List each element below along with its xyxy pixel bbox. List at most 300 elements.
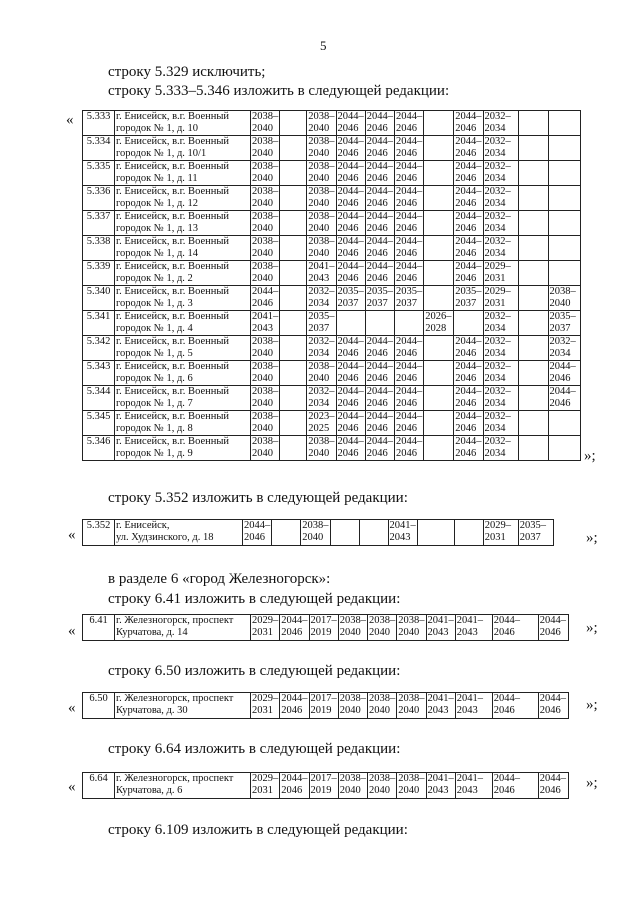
year-start: [425, 161, 452, 173]
year-range-cell: [417, 520, 454, 546]
year-start: 2032–: [484, 411, 511, 422]
year-end: [281, 398, 305, 410]
year-start: 2038–: [308, 361, 335, 372]
year-start: 2044–: [366, 111, 393, 122]
year-start: [520, 136, 547, 148]
year-range-cell: [307, 286, 336, 311]
year-end: 2046: [366, 248, 388, 259]
year-range-cell: [454, 436, 483, 461]
year-start: 2044–: [396, 111, 423, 122]
year-start: [520, 111, 547, 123]
instruction-edit-6-64: строку 6.64 изложить в следующей редакции:: [108, 741, 401, 757]
year-start: [338, 311, 364, 323]
year-end: 2034: [484, 123, 506, 134]
year-range-cell: [454, 520, 483, 546]
year-end: [281, 298, 305, 310]
year-start: [550, 161, 579, 173]
year-start: 2044–: [455, 361, 482, 372]
year-range-cell: [548, 436, 580, 461]
year-end: 2040: [308, 173, 330, 184]
year-range-cell: [395, 386, 424, 411]
year-range-cell: [454, 286, 483, 311]
year-start: [520, 286, 547, 298]
year-start: [425, 111, 452, 123]
year-start: 2044–: [455, 186, 482, 197]
year-end: 2046: [396, 223, 417, 234]
year-end: 2046: [337, 148, 359, 159]
year-end: 2046: [366, 448, 388, 459]
year-start: 2029–: [484, 261, 511, 272]
year-range-cell: [454, 236, 483, 261]
year-start: 2044–: [396, 386, 423, 397]
year-range-cell: [548, 111, 580, 136]
year-end: [550, 223, 579, 235]
year-range-cell: [538, 773, 568, 799]
year-end: 2040: [252, 423, 273, 434]
address-line: городок № 1, д. 8: [116, 423, 193, 434]
row-number: 5.343: [83, 361, 115, 386]
instruction-edit-5-352: строку 5.352 изложить в следующей редакции:: [108, 490, 408, 506]
address-cell: [115, 693, 251, 719]
year-range-cell: [368, 693, 397, 719]
year-range-cell: [518, 436, 548, 461]
year-range-cell: [548, 336, 580, 361]
year-start: [425, 236, 452, 248]
address-line: городок № 1, д. 12: [116, 198, 199, 209]
year-end: [520, 348, 547, 360]
close-quote-table3: »;: [586, 620, 598, 636]
year-end: 2046: [493, 627, 515, 638]
row-number: 5.345: [83, 411, 115, 436]
year-start: 2044–: [455, 436, 482, 447]
year-range-cell: [336, 411, 365, 436]
year-range-cell: [395, 361, 424, 386]
year-end: 2040: [549, 298, 571, 309]
year-range-cell: [397, 773, 426, 799]
year-start: 2032–: [484, 111, 511, 122]
year-end: 2046: [366, 348, 388, 359]
year-range-cell: [280, 136, 307, 161]
address-line: ул. Худзинского, д. 18: [116, 532, 214, 543]
year-start: [520, 211, 547, 223]
year-range-cell: [336, 286, 365, 311]
row-number: 5.338: [83, 236, 115, 261]
year-end: 2019: [310, 705, 332, 716]
row-number: 5.339: [83, 261, 115, 286]
year-range-cell: [518, 211, 548, 236]
year-start: 2035–: [549, 311, 576, 322]
address-cell: [115, 773, 251, 799]
year-range-cell: [309, 693, 338, 719]
year-start: 2035–: [366, 286, 393, 297]
year-end: 2040: [252, 123, 273, 134]
year-range-cell: [424, 436, 454, 461]
year-end: [520, 448, 547, 460]
year-range-cell: [518, 311, 548, 336]
year-range-cell: [309, 773, 338, 799]
year-range-cell: [336, 361, 365, 386]
year-start: [520, 411, 547, 423]
year-end: 2046: [252, 298, 273, 309]
year-range-cell: [518, 261, 548, 286]
year-end: 2046: [539, 705, 561, 716]
year-start: [550, 236, 579, 248]
year-start: 2041–: [456, 693, 483, 704]
year-end: 2034: [308, 298, 330, 309]
table-row: [83, 211, 581, 236]
year-end: [281, 223, 305, 235]
year-start: [520, 361, 547, 373]
year-range-cell: [280, 615, 309, 641]
year-range-cell: [251, 361, 280, 386]
year-range-cell: [251, 111, 280, 136]
year-start: 2044–: [337, 336, 364, 347]
year-range-cell: [424, 111, 454, 136]
table-row: [83, 161, 581, 186]
year-start: 2041–: [427, 693, 454, 704]
year-range-cell: [336, 336, 365, 361]
year-range-cell: [454, 111, 483, 136]
year-start: 2044–: [455, 236, 482, 247]
row-number: 6.50: [83, 693, 115, 719]
year-end: 2031: [484, 298, 506, 309]
year-range-cell: [483, 261, 518, 286]
address-line: городок № 1, д. 13: [116, 223, 199, 234]
year-start: 2044–: [539, 693, 566, 704]
year-end: [425, 423, 452, 435]
table-row: [83, 186, 581, 211]
year-range-cell: [251, 311, 280, 336]
year-range-cell: [548, 236, 580, 261]
year-start: 2038–: [339, 693, 366, 704]
year-range-cell: [548, 261, 580, 286]
address-line: г. Енисейск, в.г. Военный: [116, 236, 230, 247]
address-line: городок № 1, д. 7: [116, 398, 193, 409]
year-start: 2044–: [493, 693, 520, 704]
year-end: [281, 423, 305, 435]
year-start: 2032–: [484, 436, 511, 447]
address-cell: [115, 520, 243, 546]
year-start: [520, 336, 547, 348]
year-start: 2044–: [337, 186, 364, 197]
year-range-cell: [280, 261, 307, 286]
year-range-cell: [454, 136, 483, 161]
year-start: 2032–: [549, 336, 576, 347]
year-start: 2041–: [456, 773, 483, 784]
year-end: 2019: [310, 627, 332, 638]
address-line: г. Енисейск, в.г. Военный: [116, 136, 230, 147]
table-row: [83, 336, 581, 361]
year-start: 2017–: [310, 693, 337, 704]
year-start: 2044–: [366, 211, 393, 222]
instruction-edit-6-109: строку 6.109 изложить в следующей редакции:: [108, 822, 408, 838]
address-cell: [115, 361, 251, 386]
year-range-cell: [483, 436, 518, 461]
year-range-cell: [548, 186, 580, 211]
table-row: [83, 693, 569, 719]
year-end: 2040: [308, 448, 330, 459]
year-end: 2031: [252, 627, 273, 638]
year-range-cell: [395, 436, 424, 461]
year-end: 2043: [427, 627, 449, 638]
table-5-333-5-346: [82, 110, 581, 461]
year-end: [338, 323, 364, 335]
year-range-cell: [365, 386, 394, 411]
year-end: 2046: [493, 705, 515, 716]
year-end: 2040: [339, 705, 361, 716]
year-range-cell: [483, 520, 518, 546]
year-end: 2034: [484, 448, 506, 459]
address-line: городок № 1, д. 6: [116, 373, 193, 384]
year-start: 2038–: [308, 186, 335, 197]
year-end: [520, 398, 547, 410]
year-start: [425, 336, 452, 348]
year-end: [550, 173, 579, 185]
year-range-cell: [395, 336, 424, 361]
year-end: [332, 532, 358, 544]
year-range-cell: [518, 111, 548, 136]
year-end: 2046: [549, 398, 571, 409]
address-line: Курчатова, д. 14: [116, 627, 188, 638]
year-range-cell: [426, 693, 455, 719]
year-range-cell: [395, 286, 424, 311]
year-end: 2046: [337, 223, 359, 234]
year-range-cell: [280, 236, 307, 261]
year-start: [419, 520, 453, 532]
year-range-cell: [365, 361, 394, 386]
address-cell: [115, 161, 251, 186]
year-end: 2040: [252, 348, 273, 359]
year-start: [425, 436, 452, 448]
row-number: 5.342: [83, 336, 115, 361]
year-range-cell: [518, 361, 548, 386]
year-end: 2040: [252, 148, 273, 159]
year-range-cell: [395, 186, 424, 211]
year-end: 2046: [337, 398, 359, 409]
year-start: 2044–: [366, 136, 393, 147]
year-start: 2044–: [396, 361, 423, 372]
year-start: 2044–: [455, 336, 482, 347]
year-range-cell: [483, 136, 518, 161]
year-start: 2023–: [308, 411, 335, 422]
year-start: 2032–: [484, 211, 511, 222]
year-start: [520, 436, 547, 448]
address-cell: [115, 111, 251, 136]
address-line: городок № 1, д. 4: [116, 323, 193, 334]
year-end: [456, 532, 482, 544]
year-start: 2038–: [252, 111, 279, 122]
year-range-cell: [395, 136, 424, 161]
year-range-cell: [455, 693, 492, 719]
year-range-cell: [336, 436, 365, 461]
year-end: 2046: [539, 785, 561, 796]
year-start: 2038–: [308, 211, 335, 222]
year-start: 2044–: [281, 693, 308, 704]
year-range-cell: [280, 436, 307, 461]
year-end: 2046: [396, 423, 417, 434]
table-row: [83, 773, 569, 799]
year-range-cell: [307, 336, 336, 361]
year-end: 2046: [396, 123, 417, 134]
year-range-cell: [483, 186, 518, 211]
year-start: 2041–: [427, 615, 454, 626]
year-end: 2040: [252, 173, 273, 184]
year-start: 2044–: [337, 261, 364, 272]
year-range-cell: [455, 773, 492, 799]
year-start: [520, 186, 547, 198]
year-start: [425, 286, 452, 298]
year-start: [281, 361, 305, 373]
year-start: [425, 136, 452, 148]
year-range-cell: [280, 411, 307, 436]
year-start: 2032–: [484, 386, 511, 397]
year-start: [520, 311, 547, 323]
row-number: 6.41: [83, 615, 115, 641]
year-end: 2046: [539, 627, 561, 638]
year-end: [425, 148, 452, 160]
year-start: 2026–: [425, 311, 452, 322]
year-range-cell: [280, 693, 309, 719]
year-range-cell: [483, 111, 518, 136]
year-end: 2046: [455, 448, 477, 459]
year-range-cell: [251, 186, 280, 211]
year-end: 2040: [252, 448, 273, 459]
year-start: 2044–: [337, 111, 364, 122]
year-end: 2046: [455, 373, 477, 384]
year-end: [281, 123, 305, 135]
year-range-cell: [395, 211, 424, 236]
year-start: 2044–: [455, 211, 482, 222]
year-start: 2044–: [252, 286, 279, 297]
year-start: [281, 161, 305, 173]
year-range-cell: [251, 693, 280, 719]
year-range-cell: [368, 773, 397, 799]
year-start: 2032–: [308, 286, 335, 297]
year-start: 2038–: [369, 693, 396, 704]
year-start: 2038–: [369, 615, 396, 626]
year-start: 2017–: [310, 773, 337, 784]
year-end: [455, 323, 481, 335]
year-range-cell: [518, 336, 548, 361]
year-start: [455, 311, 481, 323]
row-number: 6.64: [83, 773, 115, 799]
year-range-cell: [307, 436, 336, 461]
address-line: г. Енисейск, в.г. Военный: [116, 261, 230, 272]
year-end: [425, 173, 452, 185]
address-cell: [115, 311, 251, 336]
address-line: г. Енисейск, в.г. Военный: [116, 361, 230, 372]
year-start: 2044–: [366, 361, 393, 372]
year-range-cell: [454, 161, 483, 186]
close-quote-table1: »;: [584, 448, 596, 464]
year-start: 2044–: [549, 386, 576, 397]
address-line: городок № 1, д. 3: [116, 298, 193, 309]
year-start: 2038–: [339, 773, 366, 784]
instruction-exclude-5-329: строку 5.329 исключить;: [108, 64, 266, 80]
year-range-cell: [365, 286, 394, 311]
year-range-cell: [548, 161, 580, 186]
address-cell: [115, 436, 251, 461]
year-end: 2034: [484, 198, 506, 209]
year-range-cell: [365, 336, 394, 361]
year-end: [425, 248, 452, 260]
year-end: [520, 173, 547, 185]
year-end: 2028: [425, 323, 447, 334]
address-cell: [115, 136, 251, 161]
year-start: 2044–: [366, 436, 393, 447]
year-end: [550, 148, 579, 160]
year-end: [425, 373, 452, 385]
year-end: 2046: [455, 398, 477, 409]
year-range-cell: [272, 520, 301, 546]
close-quote-table2: »;: [586, 530, 598, 546]
year-range-cell: [454, 261, 483, 286]
year-range-cell: [548, 136, 580, 161]
year-start: [520, 261, 547, 273]
table-row: [83, 236, 581, 261]
year-start: 2041–: [427, 773, 454, 784]
year-start: 2044–: [539, 615, 566, 626]
year-start: [550, 411, 579, 423]
table-6-41: [82, 614, 569, 641]
year-start: [550, 136, 579, 148]
address-line: Курчатова, д. 30: [116, 705, 188, 716]
year-end: 2040: [339, 785, 361, 796]
year-end: 2025: [308, 423, 330, 434]
year-start: [281, 311, 305, 323]
year-range-cell: [548, 311, 580, 336]
year-start: 2032–: [484, 161, 511, 172]
year-end: 2046: [455, 223, 477, 234]
year-range-cell: [336, 186, 365, 211]
year-end: [520, 198, 547, 210]
year-range-cell: [307, 386, 336, 411]
year-start: 2044–: [337, 411, 364, 422]
year-range-cell: [301, 520, 330, 546]
year-end: 2040: [302, 532, 324, 543]
year-range-cell: [397, 693, 426, 719]
year-end: 2043: [389, 532, 411, 543]
year-start: 2035–: [308, 311, 335, 322]
year-range-cell: [368, 615, 397, 641]
year-start: 2044–: [366, 236, 393, 247]
year-range-cell: [424, 236, 454, 261]
year-start: 2044–: [396, 336, 423, 347]
year-start: 2044–: [366, 386, 393, 397]
year-range-cell: [424, 186, 454, 211]
year-start: 2044–: [337, 236, 364, 247]
year-start: [550, 111, 579, 123]
year-end: [520, 323, 547, 335]
table-row: [83, 286, 581, 311]
year-start: [367, 311, 393, 323]
year-end: 2034: [484, 173, 506, 184]
year-start: 2044–: [396, 211, 423, 222]
year-range-cell: [338, 693, 367, 719]
year-end: [550, 423, 579, 435]
year-end: [425, 348, 452, 360]
year-range-cell: [365, 411, 394, 436]
year-end: 2043: [308, 273, 330, 284]
table-row: [83, 386, 581, 411]
year-range-cell: [336, 136, 365, 161]
year-end: 2046: [337, 273, 359, 284]
year-start: 2038–: [302, 520, 329, 531]
table-6-64: [82, 772, 569, 799]
year-start: 2044–: [396, 411, 423, 422]
year-start: 2044–: [455, 161, 482, 172]
year-range-cell: [280, 361, 307, 386]
